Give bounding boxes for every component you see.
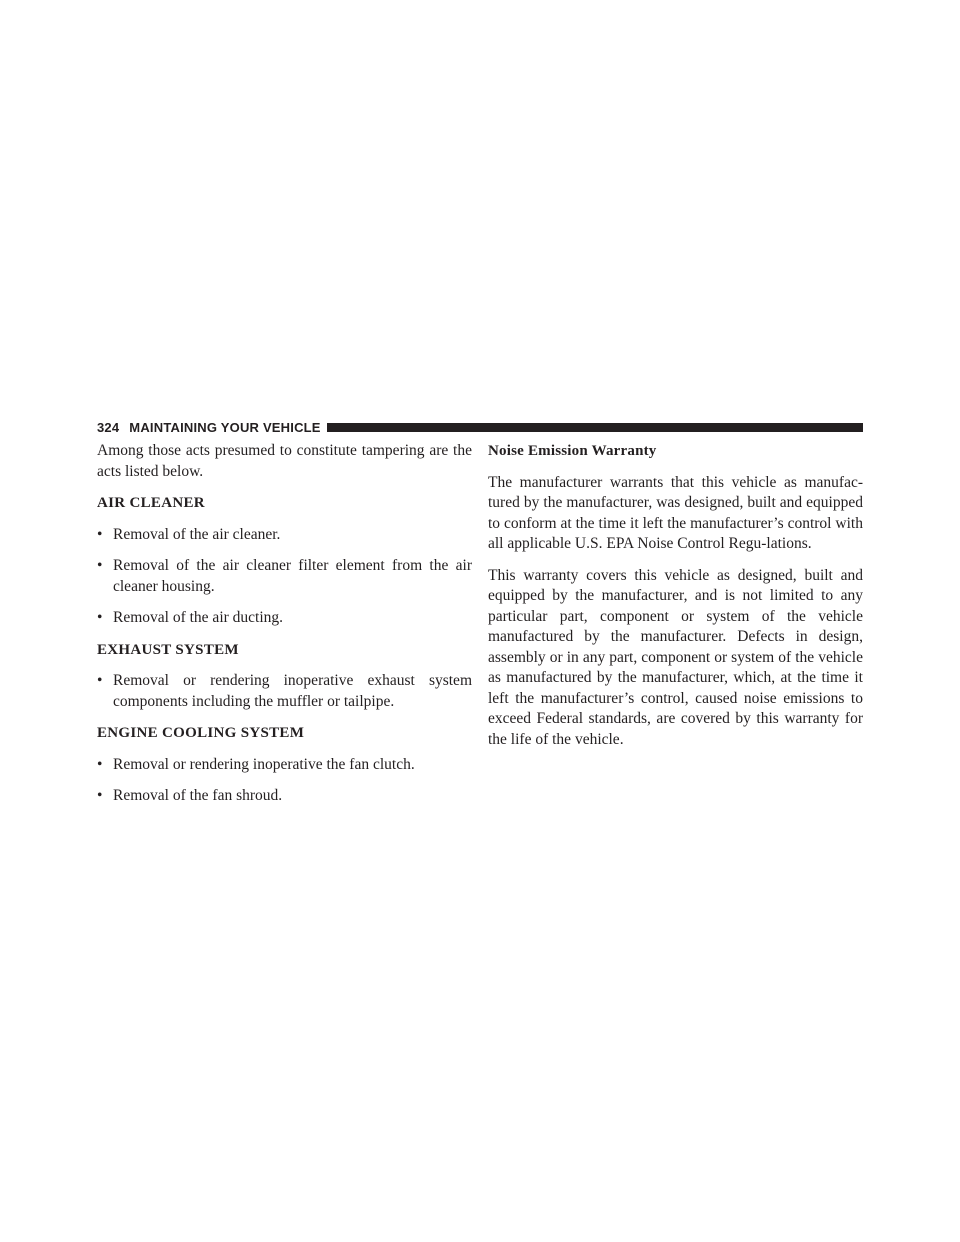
page-number: 324 [97,419,120,435]
heading-noise-emission-warranty: Noise Emission Warranty [488,443,657,459]
list-item: • Removal of the air cleaner filter element from the air cleaner housing. [97,557,472,595]
bullet-icon: • [97,609,103,626]
list-item: • Removal or rendering inoperative exhaust system components including the muffler or tailpipe. [97,672,472,710]
heading-exhaust-system: EXHAUST SYSTEM [97,641,239,658]
section-title: MAINTAINING YOUR VEHICLE [129,419,321,435]
left-column [97,441,472,818]
bullet-icon: • [97,787,103,804]
bullet-icon: • [97,672,103,689]
heading-engine-cooling-system: ENGINE COOLING SYSTEM [97,725,305,741]
list-item: • Removal of the air cleaner. [97,525,472,546]
engine-cooling-list [97,755,472,807]
bullet-icon: • [97,755,103,773]
header-rule [327,423,863,432]
page-header [97,418,863,436]
list-item: • Removal of the air ducting. [97,608,472,629]
intro-paragraph: Among those acts presumed to constitute tampering are the acts listed below. [97,442,472,480]
right-column [488,441,863,761]
heading-air-cleaner: AIR CLEANER [97,495,205,511]
bullet-icon: • [97,557,103,574]
list-item: • Removal or rendering inoperative the fan clutch. [97,755,472,776]
warranty-paragraph: This warranty covers this vehicle as designed, built and equipped by the manufacturer, and is not limited to any particular part, component or system of the vehicle manufactured by the manufacturer. Defects in design, assembly or in any part, component or system of the vehicle as manufactured by the manufacturer, which, at the time it left the manufacturer’s control, caused noise emissions to exceed Federal standards, are covered by this warranty for the life of the vehicle. [488,566,863,748]
list-item: • Removal of the fan shroud. [97,786,472,807]
bullet-icon: • [97,525,103,543]
warranty-paragraph: The manufacturer warrants that this vehicle as manufac-tured by the manufacturer, was designed, built and equipped to conform at the time it left the manufacturer’s control with all applicable U.S. EPA Noise Control Regu-lations. [488,473,863,552]
air-cleaner-list [97,525,472,629]
exhaust-system-list [97,671,472,712]
